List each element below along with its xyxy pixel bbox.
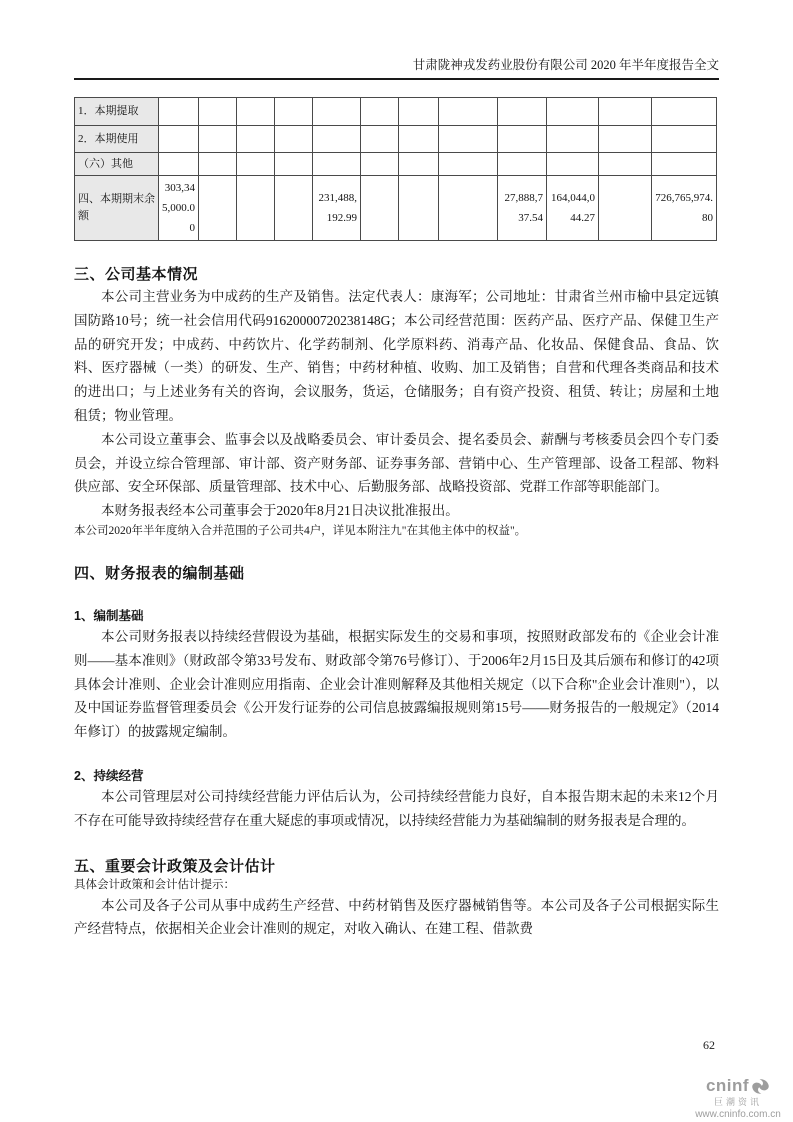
table-cell — [599, 98, 652, 126]
table-cell — [199, 126, 237, 153]
swirl-icon — [751, 1077, 770, 1096]
table-cell — [498, 126, 547, 153]
section4-sub1-body: 本公司财务报表以持续经营假设为基础，根据实际发生的交易和事项，按照财政部发布的《企业会计准则——基本准则》（财政部令第33号发布、财政部令第76号修订）、于2006年2月15日及其后颁布和修订的42项具体会计准则、企业会计准则应用指南、企业会计准则解释及其他相关规定（以下合称"企业会计准则"），以及中国证券监督管理委员会《公开发行证券的公司信息披露编报规则第15号——财务报告的一般规定》（2014年修订）的披露规定编制。 — [74, 628, 719, 740]
row-label: （六）其他 — [75, 153, 159, 176]
table-cell — [439, 176, 498, 241]
cell-retained-earnings: 164,044,044.27 — [547, 176, 599, 241]
table-row-current-usage — [75, 126, 717, 153]
cell-total-equity: 726,765,974.80 — [652, 176, 717, 241]
table-row-current-provision — [75, 98, 717, 126]
section5-hint: 具体会计政策和会计估计提示： — [74, 878, 235, 891]
section3-paragraph-business: 本公司主营业务为中成药的生产及销售。法定代表人：康海军；公司地址：甘肃省兰州市榆中县定远镇国防路10号；统一社会信用代码91620000720238148G；本公司经营范围：医药产品、医疗产品、保健卫生产品的研究开发；中成药、中药饮片、化学药制剂、化学原料药、消毒产品、化妆品、保健食品、食品、饮料、医疗器械（一类）的研发、生产、销售；中药材种植、收购、加工及销售；自营和代理各类商品和技术的进出口；与上述业务有关的咨询，会议服务，货运，仓储服务；自有资产投资、租赁、转让；房屋和土地租赁；物业管理。 — [74, 289, 719, 423]
table-cell — [361, 126, 399, 153]
table-cell — [498, 153, 547, 176]
row-label: 四、本期期末余额 — [75, 176, 159, 241]
cell-surplus-reserve: 27,888,737.54 — [498, 176, 547, 241]
table-cell — [275, 98, 313, 126]
logo-text: cninf — [705, 1076, 750, 1095]
cninfo-logo — [687, 1076, 789, 1120]
section5-body: 本公司及各子公司从事中成药生产经营、中药材销售及医疗器械销售等。本公司及各子公司根据实际生产经营特点，依据相关企业会计准则的规定，对收入确认、在建工程、借款费 — [74, 897, 719, 937]
table-cell — [199, 176, 237, 241]
table-cell — [599, 126, 652, 153]
table-cell — [399, 98, 439, 126]
table-cell — [159, 126, 199, 153]
table-cell — [237, 153, 275, 176]
cell-share-capital: 303,345,000.00 — [159, 176, 199, 241]
equity-table — [74, 97, 717, 241]
section3-paragraph-governance: 本公司设立董事会、监事会以及战略委员会、审计委员会、提名委员会、薪酬与考核委员会四个专门委员会，并设立综合管理部、审计部、资产财务部、证券事务部、营销中心、生产管理部、设备工程部、物料供应部、安全环保部、质量管理部、技术中心、后勤服务部、战略投资部、党群工作部等职能部门。 — [74, 431, 719, 495]
table-cell — [159, 153, 199, 176]
table-cell — [439, 98, 498, 126]
table-cell — [652, 153, 717, 176]
row-label: 2．本期使用 — [75, 126, 159, 153]
cell-capital-reserve: 231,488,192.99 — [313, 176, 361, 241]
section4-sub2-heading: 2、持续经营 — [74, 768, 144, 783]
logo-url: www.cninfo.com.cn — [695, 1109, 781, 1120]
table-cell — [547, 126, 599, 153]
table-row-other — [75, 153, 717, 176]
table-cell — [599, 153, 652, 176]
page-number: 62 — [703, 1038, 715, 1052]
table-cell — [599, 176, 652, 241]
section4-heading: 四、财务报表的编制基础 — [74, 564, 245, 582]
table-cell — [275, 153, 313, 176]
table-cell — [547, 153, 599, 176]
table-cell — [399, 153, 439, 176]
table-cell — [399, 126, 439, 153]
table-cell — [652, 126, 717, 153]
table-cell — [361, 98, 399, 126]
table-cell — [313, 153, 361, 176]
report-title: 甘肃陇神戎发药业股份有限公司 2020 年半年度报告全文 — [74, 58, 719, 80]
table-cell — [361, 153, 399, 176]
logo-subtitle: 巨潮资讯 — [713, 1097, 762, 1107]
table-cell — [313, 126, 361, 153]
table-cell — [547, 98, 599, 126]
table-cell — [399, 176, 439, 241]
table-cell — [237, 176, 275, 241]
table-cell — [237, 126, 275, 153]
section4-sub2-body: 本公司管理层对公司持续经营能力评估后认为，公司持续经营能力良好，自本报告期末起的未来12个月不存在可能导致持续经营存在重大疑虑的事项或情况，以持续经营能力为基础编制的财务报表是合理的。 — [74, 788, 719, 828]
table-cell — [159, 98, 199, 126]
table-cell — [237, 98, 275, 126]
table-cell — [652, 98, 717, 126]
table-cell — [199, 98, 237, 126]
table-cell — [313, 98, 361, 126]
table-cell — [275, 126, 313, 153]
table-cell — [439, 126, 498, 153]
table-cell — [199, 153, 237, 176]
table-cell — [498, 98, 547, 126]
section3-consolidation-note: 本公司2020年半年度纳入合并范围的子公司共4户，详见本附注九"在其他主体中的权益"。 — [74, 524, 527, 537]
section5-heading: 五、重要会计政策及会计估计 — [74, 857, 276, 875]
section3-paragraph-approval: 本财务报表经本公司董事会于2020年8月21日决议批准报出。 — [101, 503, 459, 519]
section4-sub1-heading: 1、编制基础 — [74, 608, 144, 623]
table-cell — [275, 176, 313, 241]
table-cell — [361, 176, 399, 241]
row-label: 1．本期提取 — [75, 98, 159, 126]
section3-heading: 三、公司基本情况 — [74, 266, 199, 283]
table-row-period-end-balance — [75, 176, 717, 241]
table-cell — [439, 153, 498, 176]
page-header — [74, 0, 719, 80]
